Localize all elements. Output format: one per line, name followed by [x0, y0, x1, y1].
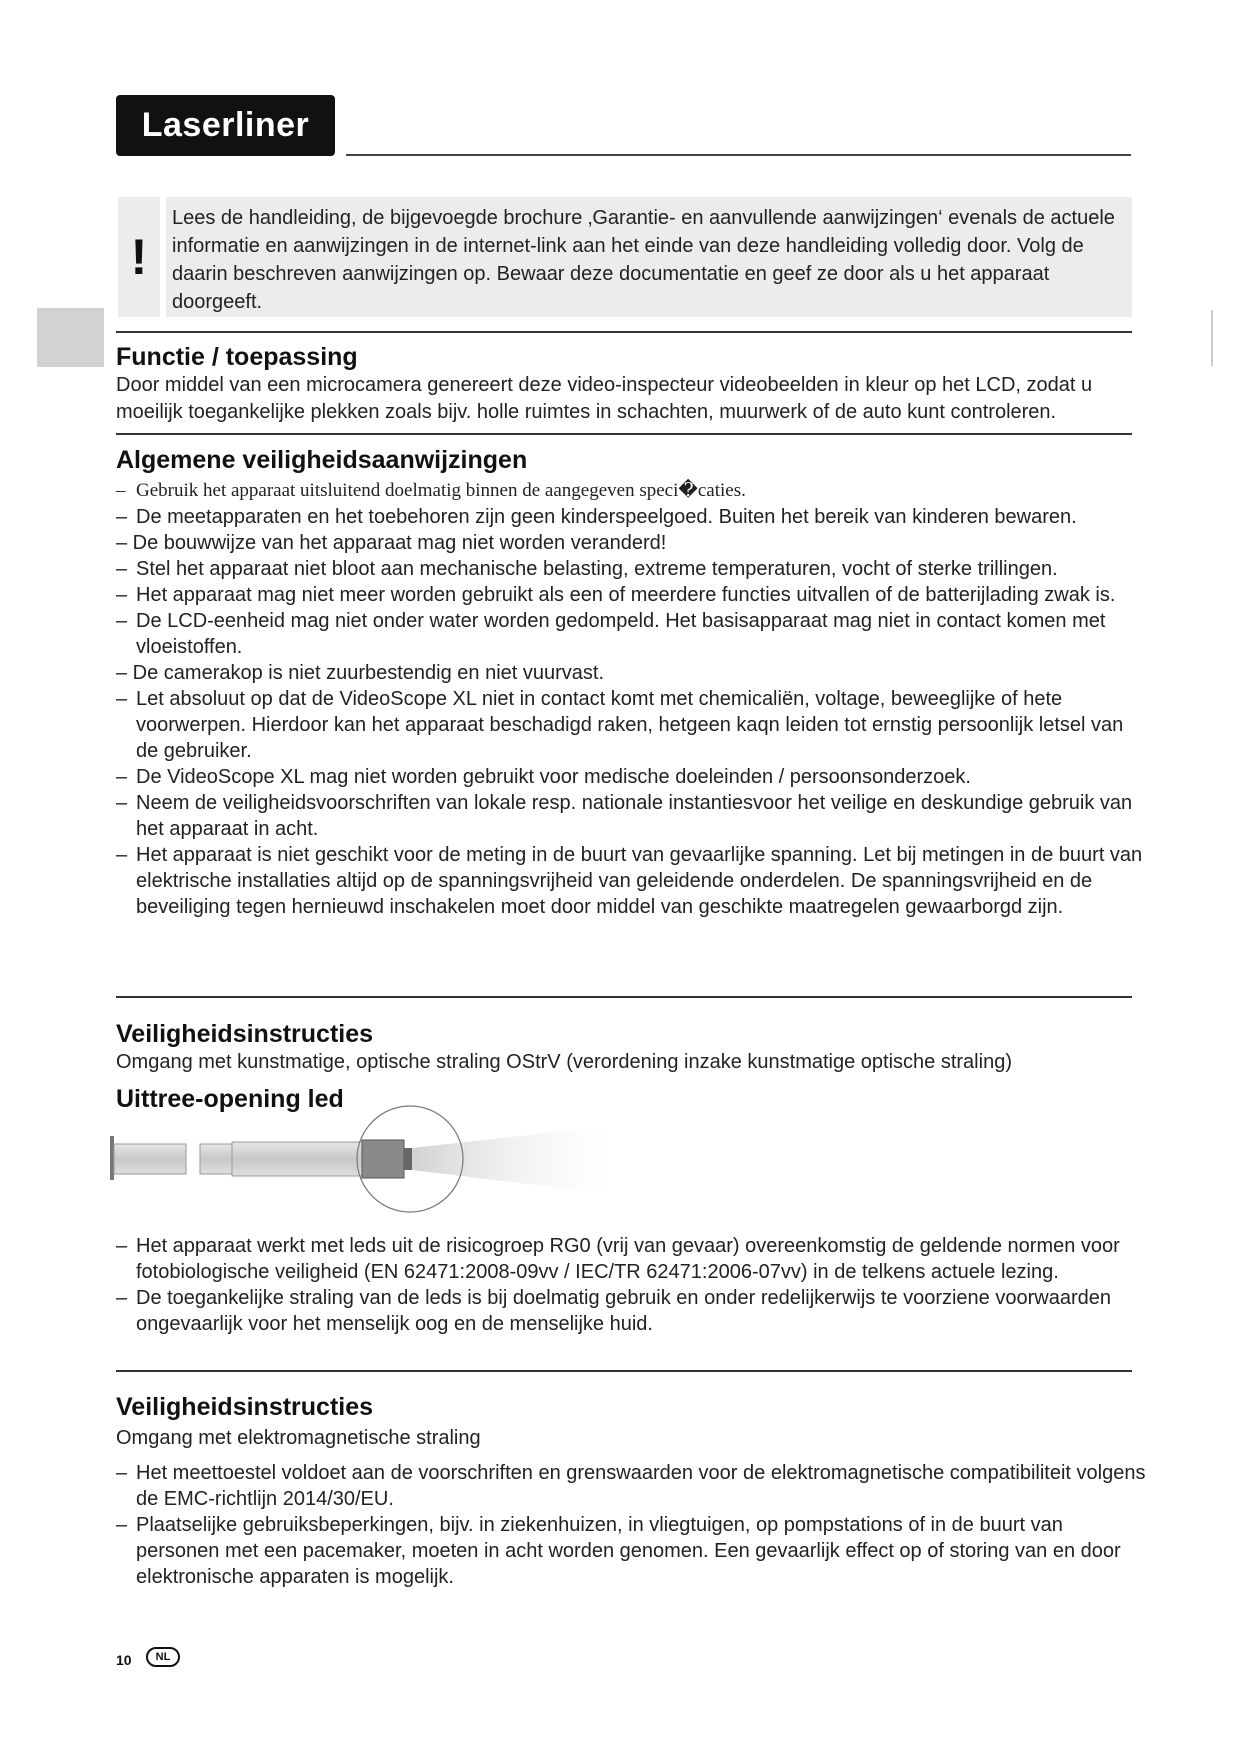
emc-subtitle: Omgang met elektromagnetische straling [116, 1427, 481, 1449]
list-item: – De LCD-eenheid mag niet onder water worden gedompeld. Het basisapparaat mag niet in contact komen met vloeistoffen. [116, 610, 1106, 658]
function-text: Door middel van een microcamera genereert deze video-inspecteur videobeelden in kleur op het LCD, zodat u moeilijk toegankelijke plekken zoals bijv. holle ruimtes in schachten, muurwerk of de auto kunt controleren. [116, 374, 1093, 423]
list-item: – Stel het apparaat niet bloot aan mechanische belasting, extreme temperaturen, vocht of sterke trillingen. [116, 558, 1058, 580]
optical-subtitle: Omgang met kunstmatige, optische straling OStrV (verordening inzake kunstmatige optische straling) [116, 1051, 1012, 1073]
notice-box [118, 197, 1132, 317]
list-item: – Let absoluut op dat de VideoScope XL niet in contact komt met chemicaliën, voltage, beweeglijke of hete voorwerpen. Hierdoor kan het apparaat beschadigd raken, hetgeen kaqn leiden tot ernstig persoonlijk letsel van de gebruiker. [116, 688, 1124, 762]
list-item: – De meetapparaten en het toebehoren zijn geen kinderspeelgoed. Buiten het bereik van kinderen bewaren. [116, 506, 1077, 528]
list-item: – Neem de veiligheidsvoorschriften van lokale resp. nationale instantiesvoor het veilige en deskundige gebruik van het apparaat in acht. [116, 792, 1133, 840]
list-item: – De VideoScope XL mag niet worden gebruikt voor medische doeleinden / persoonsonderzoek. [116, 766, 971, 788]
led-opening-title: Uittree-opening led [116, 1085, 344, 1113]
optical-list [116, 1233, 1146, 1337]
list-item: – De camerakop is niet zuurbestendig en niet vuurvast. [116, 662, 605, 684]
header-rule [346, 154, 1131, 156]
section-divider [116, 331, 1132, 333]
emc-list [116, 1460, 1146, 1590]
list-item: – Plaatselijke gebruiksbeperkingen, bijv. in ziekenhuizen, in vliegtuigen, op pompstations of in de buurt van personen met een pacemaker, moeten in acht worden genomen. Een gevaarlijk effect op of storing van en door elektronische apparaten is mogelijk. [116, 1514, 1121, 1588]
list-item: – Het meettoestel voldoet aan de voorschriften en grenswaarden voor de elektromagnetische compatibiliteit volgens de EMC-richtlijn 2014/30/EU. [116, 1462, 1146, 1510]
section-title-emc: Veiligheidsinstructies [116, 1393, 374, 1421]
section-title-function: Functie / toepassing [116, 343, 358, 371]
section-divider [116, 996, 1132, 998]
list-item: – De bouwwijze van het apparaat mag niet worden veranderd! [116, 532, 667, 554]
general-safety-list [116, 478, 1146, 920]
section-title-optical: Veiligheidsinstructies [116, 1020, 374, 1048]
led-opening-illustration [110, 1098, 610, 1230]
language-badge: NL [146, 1647, 180, 1667]
section-divider [116, 433, 1132, 435]
margin-marker [1211, 310, 1213, 366]
list-item: – Het apparaat werkt met leds uit de risicogroep RG0 (vrij van gevaar) overeenkomstig de geldende normen voor fotobiologische veiligheid (EN 62471:2008-09vv / IEC/TR 62471:2006-07vv) in de telkens actuele lezing. [116, 1235, 1120, 1283]
page-number: 10 [116, 1652, 132, 1668]
notice-text: Lees de handleiding, de bijgevoegde brochure ‚Garantie- en aanvullende aanwijzingen‘ evenals de actuele informatie en aanwijzingen in de internet-link aan het einde van deze handleiding volledig door. Volg de daarin beschreven aanwijzingen op. Bewaar deze documentatie en geef ze door als u het apparaat doorgeeft. [172, 207, 1115, 313]
list-item: – Het apparaat is niet geschikt voor de meting in de buurt van gevaarlijke spanning. Let bij metingen in de buurt van elektrische installaties altijd op de spanningsvrijheid van geleidende onderdelen. De spanningsvrijheid en de beveiliging tegen hernieuwd inschakelen moet door middel van geschikte maatregelen gewaarborgd zijn. [116, 844, 1143, 918]
brand-logo: Laserliner [116, 95, 335, 156]
list-item: – De toegankelijke straling van de leds is bij doelmatig gebruik en onder redelijkerwijs te voorziene voorwaarden ongevaarlijk voor het menselijk oog en de menselijke huid. [116, 1287, 1111, 1335]
list-item: – Het apparaat mag niet meer worden gebruikt als een of meerdere functies uitvallen of de batterijlading zwak is. [116, 584, 1116, 606]
section-title-general-safety: Algemene veiligheidsaanwijzingen [116, 446, 528, 474]
side-tab-marker [37, 308, 104, 367]
warning-icon: ! [118, 197, 166, 317]
list-item: – Gebruik het apparaat uitsluitend doelmatig binnen de aangegeven speci�caties. [116, 480, 746, 501]
section-divider [116, 1370, 1132, 1372]
